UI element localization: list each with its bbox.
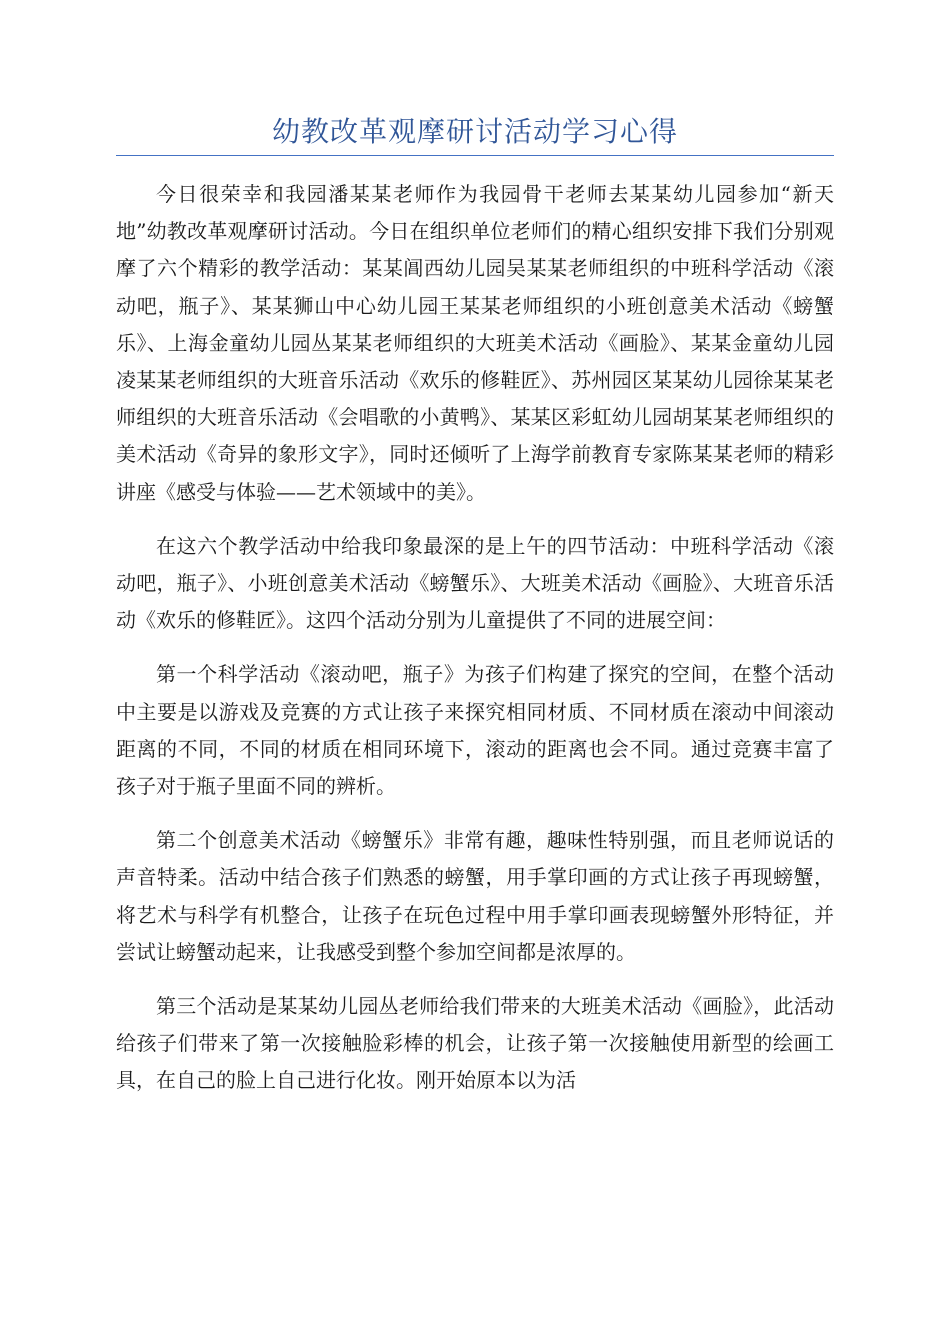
paragraph-3: 第一个科学活动《滚动吧，瓶子》为孩子们构建了探究的空间，在整个活动中主要是以游戏及竞赛的方式让孩子来探究相同材质、不同材质在滚动中间滚动距离的不同，不同的材质在相同环境下，滚动的距离也会不同。通过竞赛丰富了孩子对于瓶子里面不同的辨析。 [116,662,834,799]
paragraph-4: 第二个创意美术活动《螃蟹乐》非常有趣，趣味性特别强，而且老师说话的声音特柔。活动中结合孩子们熟悉的螃蟹，用手掌印画的方式让孩子再现螃蟹，将艺术与科学有机整合，让孩子在玩色过程中用手掌印画表现螃蟹外形特征，并尝试让螃蟹动起来，让我感受到整个参加空间都是浓厚的。 [116,828,834,964]
title-underline [116,155,834,156]
paragraph-1: 今日很荣幸和我园潘某某老师作为我园骨干老师去某某幼儿园参加“新天地”幼教改革观摩研讨活动。今日在组织单位老师们的精心组织安排下我们分别观摩了六个精彩的教学活动：某某阊西幼儿园吴某某老师组织的中班科学活动《滚动吧，瓶子》、某某狮山中心幼儿园王某某老师组织的小班创意美术活动《螃蟹乐》、上海金童幼儿园丛某某老师组织的大班美术活动《画脸》、某某金童幼儿园凌某某老师组织的大班音乐活动《欢乐的修鞋匠》、苏州园区某某幼儿园徐某某老师组织的大班音乐活动《会唱歌的小黄鸭》、某某区彩虹幼儿园胡某某老师组织的美术活动《奇异的象形文字》，同时还倾听了上海学前教育专家陈某某老师的精彩讲座《感受与体验——艺术领域中的美》。 [116,182,834,504]
paragraph-2: 在这六个教学活动中给我印象最深的是上午的四节活动：中班科学活动《滚动吧，瓶子》、小班创意美术活动《螃蟹乐》、大班美术活动《画脸》、大班音乐活动《欢乐的修鞋匠》。这四个活动分别为儿童提供了不同的进展空间： [116,533,834,633]
document-body [116,176,834,1117]
paragraph-5: 第三个活动是某某幼儿园丛老师给我们带来的大班美术活动《画脸》，此活动给孩子们带来了第一次接触脸彩棒的机会，让孩子第一次接触使用新型的绘画工具，在自己的脸上自己进行化妆。刚开始原本以为活 [116,994,834,1093]
document-title: 幼教改革观摩研讨活动学习心得 [271,115,678,148]
